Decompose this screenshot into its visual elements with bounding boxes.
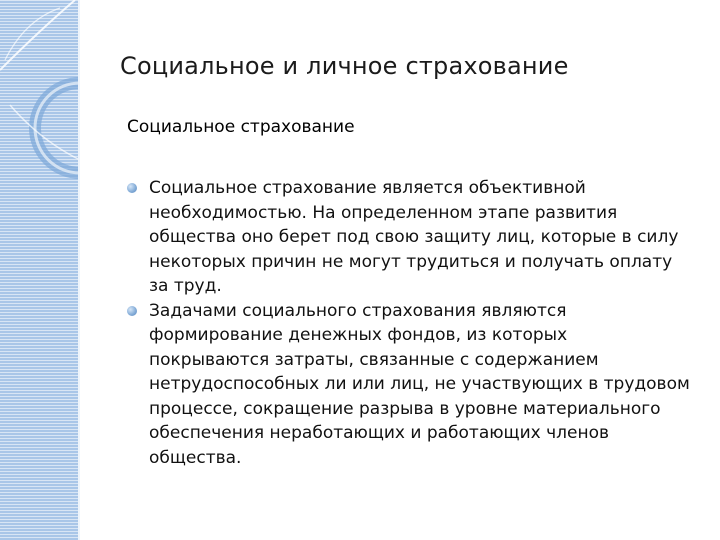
bullet-dot-icon	[127, 306, 137, 316]
bullet-item-necessity	[127, 176, 692, 299]
bullet-list	[127, 176, 692, 470]
bullet-text: Задачами социального страхования являются формирование денежных фондов, из которых покрываются затраты, связанные с содержанием нетрудоспособных ли или лиц, не участвующих в трудовом процессе, сокращение разрыва в уровне материального обеспечения неработающих и работающих членов общества.	[149, 300, 690, 468]
decorative-sidebar	[0, 0, 80, 540]
bullet-dot-icon	[127, 183, 137, 193]
slide-subheading: Социальное страхование	[127, 117, 355, 137]
slide-title: Социальное и личное страхование	[120, 52, 569, 80]
sidebar-edge	[78, 0, 80, 540]
bullet-text: Социальное страхование является объективной необходимостью. На определенном этапе развития общества оно берет под свою защиту лиц, которые в силу некоторых причин не могут трудиться и получать оплату за труд.	[149, 178, 679, 296]
bullet-item-tasks	[127, 299, 692, 471]
decorative-swirl-graphic	[0, 0, 80, 200]
